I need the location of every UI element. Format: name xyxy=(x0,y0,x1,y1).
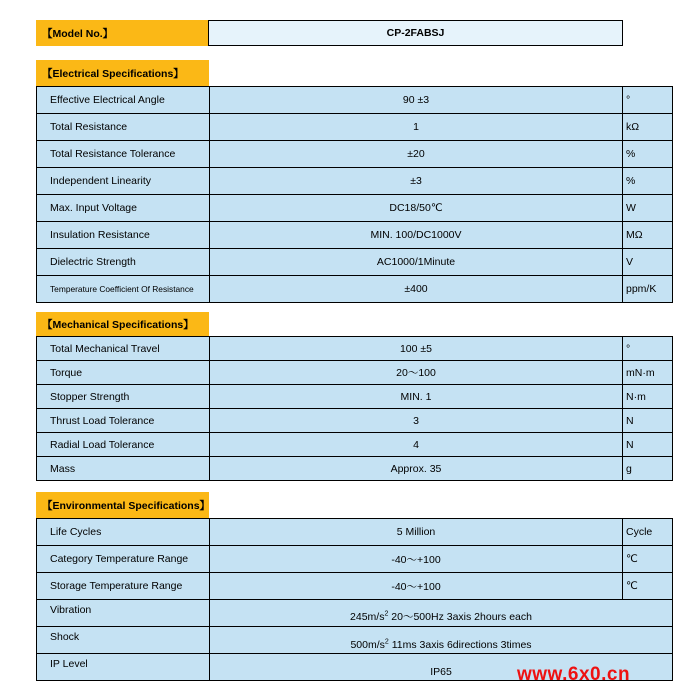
spec-value: 1 xyxy=(210,114,623,141)
table-row xyxy=(37,361,673,385)
mechanical-spec-table xyxy=(36,336,673,481)
spec-unit: ° xyxy=(623,87,673,114)
spec-unit: V xyxy=(623,249,673,276)
spec-value: AC1000/1Minute xyxy=(210,249,623,276)
spec-unit: W xyxy=(623,195,673,222)
spec-unit: N·m xyxy=(623,385,673,409)
vibration-value xyxy=(210,600,673,627)
spec-label: Life Cycles xyxy=(37,519,210,546)
shock-value xyxy=(210,627,673,654)
table-row xyxy=(37,276,673,303)
table-row xyxy=(37,141,673,168)
spec-label: Max. Input Voltage xyxy=(37,195,210,222)
shock-details: 11ms 3axis 6directions 3times xyxy=(388,639,532,651)
spec-value: 20～100 xyxy=(210,361,623,385)
spec-value: -40～+100 xyxy=(210,546,623,573)
spec-unit: ℃ xyxy=(623,546,673,573)
spec-label: Stopper Strength xyxy=(37,385,210,409)
spec-unit: % xyxy=(623,141,673,168)
watermark: www.6x0.cn xyxy=(517,664,631,685)
table-row xyxy=(37,195,673,222)
spec-value: 90 ±3 xyxy=(210,87,623,114)
spec-value: ±3 xyxy=(210,168,623,195)
spec-label: Mass xyxy=(37,457,210,481)
spec-label: IP Level xyxy=(37,654,210,681)
table-row xyxy=(37,114,673,141)
table-row xyxy=(37,519,673,546)
table-row xyxy=(37,457,673,481)
table-row xyxy=(37,222,673,249)
electrical-spec-table xyxy=(36,86,673,303)
vibration-accel: 245m/s xyxy=(350,611,385,623)
spec-value: ±400 xyxy=(210,276,623,303)
spec-unit: ° xyxy=(623,337,673,361)
spec-value: 100 ±5 xyxy=(210,337,623,361)
table-row xyxy=(37,385,673,409)
table-row xyxy=(37,409,673,433)
spec-label: Storage Temperature Range xyxy=(37,573,210,600)
shock-accel-exp: 2 xyxy=(384,638,389,646)
spec-unit: MΩ xyxy=(623,222,673,249)
spec-label: Total Mechanical Travel xyxy=(37,337,210,361)
spec-unit: ppm/K xyxy=(623,276,673,303)
spec-unit: mN·m xyxy=(623,361,673,385)
spec-label: Shock xyxy=(37,627,210,654)
spec-value: DC18/50℃ xyxy=(210,195,623,222)
model-value: CP-2FABSJ xyxy=(208,20,623,46)
table-row xyxy=(37,337,673,361)
spec-unit: N xyxy=(623,409,673,433)
spec-value: 4 xyxy=(210,433,623,457)
vibration-details: 20～500Hz 3axis 2hours each xyxy=(388,611,532,623)
ip-value: IP65 xyxy=(210,654,673,681)
shock-row xyxy=(37,627,673,654)
table-row xyxy=(37,168,673,195)
mechanical-section-title: 【Mechanical Specifications】 xyxy=(36,312,209,336)
spec-value: MIN. 1 xyxy=(210,385,623,409)
spec-unit: % xyxy=(623,168,673,195)
spec-label: Dielectric Strength xyxy=(37,249,210,276)
spec-label: Total Resistance xyxy=(37,114,210,141)
spec-label: Total Resistance Tolerance xyxy=(37,141,210,168)
spec-label: Radial Load Tolerance xyxy=(37,433,210,457)
model-label: 【Model No.】 xyxy=(36,20,208,46)
electrical-section-title: 【Electrical Specifications】 xyxy=(36,60,209,86)
environmental-section-title: 【Environmental Specifications】 xyxy=(36,492,209,518)
spec-value: 5 Million xyxy=(210,519,623,546)
spec-value: ±20 xyxy=(210,141,623,168)
shock-accel: 500m/s xyxy=(350,639,385,651)
spec-value: MIN. 100/DC1000V xyxy=(210,222,623,249)
spec-value: 3 xyxy=(210,409,623,433)
table-row xyxy=(37,573,673,600)
spec-value: -40～+100 xyxy=(210,573,623,600)
spec-unit: N xyxy=(623,433,673,457)
spec-unit: ℃ xyxy=(623,573,673,600)
spec-label: Torque xyxy=(37,361,210,385)
spec-label: Category Temperature Range xyxy=(37,546,210,573)
table-row xyxy=(37,546,673,573)
spec-unit: Cycle xyxy=(623,519,673,546)
spec-label: Insulation Resistance xyxy=(37,222,210,249)
vibration-accel-exp: 2 xyxy=(384,610,389,618)
spec-label: Thrust Load Tolerance xyxy=(37,409,210,433)
spec-unit: kΩ xyxy=(623,114,673,141)
spec-unit: g xyxy=(623,457,673,481)
vibration-row xyxy=(37,600,673,627)
table-row xyxy=(37,249,673,276)
spec-label: Vibration xyxy=(37,600,210,627)
table-row xyxy=(37,87,673,114)
spec-label: Effective Electrical Angle xyxy=(37,87,210,114)
spec-label: Temperature Coefficient Of Resistance xyxy=(37,276,210,303)
spec-value: Approx. 35 xyxy=(210,457,623,481)
table-row xyxy=(37,433,673,457)
spec-label: Independent Linearity xyxy=(37,168,210,195)
environmental-spec-table xyxy=(36,518,673,681)
